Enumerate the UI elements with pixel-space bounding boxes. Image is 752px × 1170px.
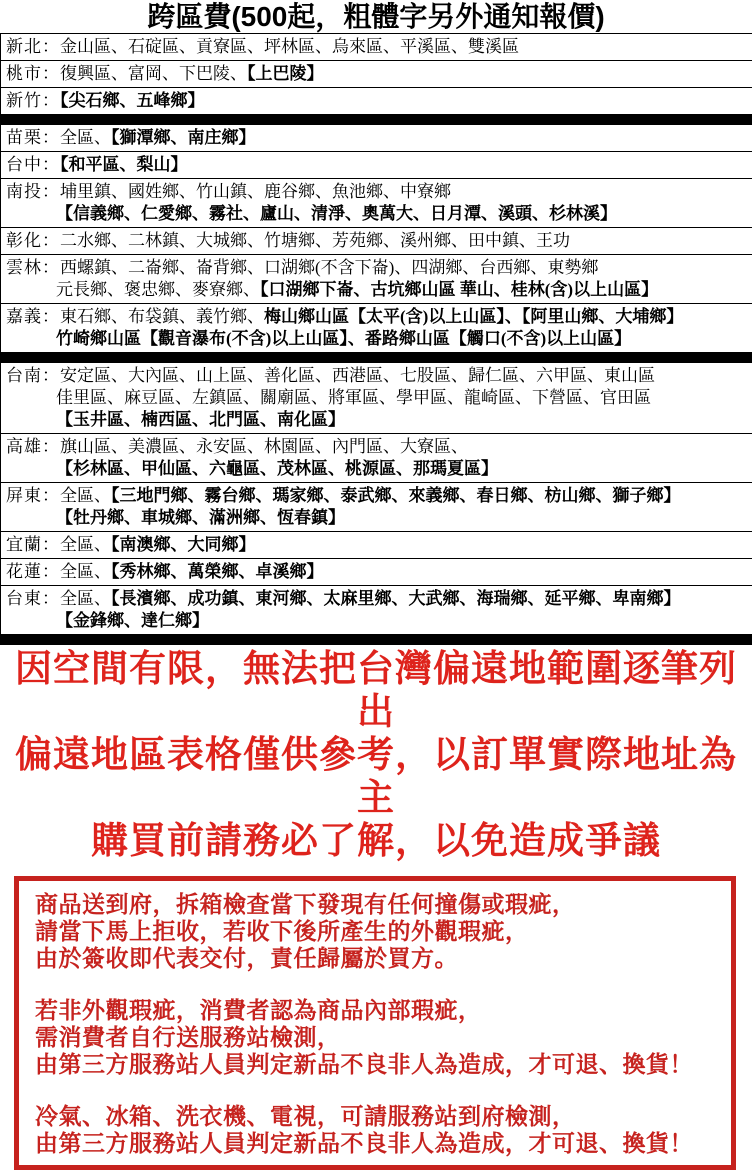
- area-list-bold: 【南澳鄉、大同鄉】: [111, 535, 256, 554]
- region-label: 新北：: [6, 37, 60, 56]
- row-first-line: [1, 306, 752, 328]
- policy-line: 需消費者自行送服務站檢測，: [35, 1024, 341, 1050]
- row-continuation-line: [1, 458, 752, 480]
- table-row: [1, 228, 752, 255]
- area-list: 全區、: [60, 589, 111, 608]
- policy-line: 商品送到府，拆箱檢查當下發現有任何撞傷或瑕疵，: [35, 891, 576, 917]
- area-list: 全區、: [60, 486, 111, 505]
- row-continuation-line: [1, 328, 752, 350]
- region-label: 苗栗：: [6, 128, 60, 147]
- row-first-line: [1, 561, 752, 583]
- area-list-bold: 【秀林鄉、萬榮鄉、卓溪鄉】: [111, 562, 324, 581]
- row-first-line: [1, 181, 752, 203]
- row-continuation-line: [1, 610, 752, 632]
- region-label: 新竹：: [6, 91, 60, 110]
- area-list: 西螺鎮、二崙鄉、崙背鄉、口湖鄉(不含下崙)、四湖鄉、台西鄉、東勢鄉: [60, 258, 599, 277]
- disclaimer-line: 購買前請務必了解，以免造成爭議: [91, 820, 661, 861]
- row-first-line: [1, 36, 752, 58]
- area-list-bold: 【和平區、梨山】: [60, 155, 188, 174]
- policy-line: 冷氣、冰箱、洗衣機、電視，可請服務站到府檢測，: [35, 1103, 576, 1129]
- table-row: [1, 304, 752, 353]
- disclaimer-line: 因空間有限，無法把台灣偏遠地範圍逐筆列出: [15, 648, 737, 732]
- table-row: [1, 34, 752, 61]
- area-list: 全區、: [60, 535, 111, 554]
- table-row: [1, 88, 752, 115]
- policy-line: 由第三方服務站人員判定新品不良非人為造成，才可退、換貨！: [35, 1130, 693, 1156]
- area-list-bold: 竹崎鄉山區【觀音瀑布(不含)以上山區】、番路鄉山區【觸口(不含)以上山區】: [56, 329, 632, 348]
- area-list-bold: 【口湖鄉下崙、古坑鄉山區 華山、桂林(含)以上山區】: [260, 280, 659, 299]
- table-row: [1, 61, 752, 88]
- policy-line: 由第三方服務站人員判定新品不良非人為造成，才可退、換貨！: [35, 1051, 693, 1077]
- area-list: 元長鄉、褒忠鄉、麥寮鄉、: [56, 280, 260, 299]
- area-list: 二水鄉、二林鎮、大城鄉、竹塘鄉、芳苑鄉、溪州鄉、田中鎮、王功: [60, 231, 570, 250]
- region-label: 台東：: [6, 589, 60, 608]
- region-label: 台中：: [6, 155, 60, 174]
- row-first-line: [1, 534, 752, 556]
- area-list-bold: 【杉林區、甲仙區、六龜區、茂林區、桃源區、那瑪夏區】: [56, 459, 498, 478]
- row-first-line: [1, 230, 752, 252]
- area-list: 復興區、富岡、下巴陵、: [60, 64, 247, 83]
- section-divider-bar: [1, 635, 752, 645]
- row-continuation-line: [1, 409, 752, 431]
- policy-line: 由於簽收即代表交付，責任歸屬於買方。: [35, 945, 458, 971]
- region-label: 桃市：: [6, 64, 60, 83]
- table-row: [1, 483, 752, 532]
- area-list-bold: 【尖石鄉、五峰鄉】: [60, 91, 205, 110]
- region-label: 屏東：: [6, 486, 60, 505]
- area-list-bold: 【三地門鄉、霧台鄉、瑪家鄉、泰武鄉、來義鄉、春日鄉、枋山鄉、獅子鄉】: [111, 486, 681, 505]
- table-row: [1, 434, 752, 483]
- table-row: [1, 179, 752, 228]
- row-continuation-line: [1, 387, 752, 409]
- row-continuation-line: [1, 203, 752, 225]
- return-policy-warning-box: [14, 876, 736, 1170]
- row-first-line: [1, 154, 752, 176]
- region-label: 南投：: [6, 182, 60, 201]
- area-list: 旗山區、美濃區、永安區、林園區、內門區、大寮區、: [60, 437, 468, 456]
- policy-line: 若非外觀瑕疵，消費者認為商品內部瑕疵，: [35, 997, 482, 1023]
- table-row: [1, 255, 752, 304]
- policy-paragraph: [35, 997, 723, 1078]
- row-first-line: [1, 436, 752, 458]
- area-list: 全區、: [60, 128, 111, 147]
- area-list: 安定區、大內區、山上區、善化區、西港區、七股區、歸仁區、六甲區、東山區: [60, 366, 655, 385]
- row-first-line: [1, 588, 752, 610]
- disclaimer-line: 偏遠地區表格僅供參考，以訂單實際地址為主: [15, 734, 737, 818]
- region-label: 彰化：: [6, 231, 60, 250]
- row-first-line: [1, 63, 752, 85]
- row-continuation-line: [1, 279, 752, 301]
- region-label: 高雄：: [6, 437, 60, 456]
- area-list-bold: 【獅潭鄉、南庄鄉】: [111, 128, 256, 147]
- section-divider-bar: [1, 353, 752, 363]
- table-row: [1, 152, 752, 179]
- region-label: 台南：: [6, 366, 60, 385]
- table-row: [1, 125, 752, 152]
- table-row: [1, 363, 752, 434]
- area-list-bold: 【長濱鄉、成功鎮、東河鄉、太麻里鄉、大武鄉、海瑞鄉、延平鄉、卑南鄉】: [111, 589, 681, 608]
- region-label: 花蓮：: [6, 562, 60, 581]
- area-list: 東石鄉、布袋鎮、義竹鄉、: [60, 307, 264, 326]
- row-first-line: [1, 90, 752, 112]
- policy-paragraph: [35, 1103, 723, 1157]
- table-row: [1, 586, 752, 635]
- row-continuation-line: [1, 507, 752, 529]
- area-list: 佳里區、麻豆區、左鎮區、關廟區、將軍區、學甲區、龍崎區、下營區、官田區: [56, 388, 651, 407]
- row-first-line: [1, 365, 752, 387]
- region-label: 嘉義：: [6, 307, 60, 326]
- table-row: [1, 559, 752, 586]
- area-list: 埔里鎮、國姓鄉、竹山鎮、鹿谷鄉、魚池鄉、中寮鄉: [60, 182, 451, 201]
- region-label: 宜蘭：: [6, 535, 60, 554]
- section-divider-bar: [1, 115, 752, 125]
- policy-line: 請當下馬上拒收，若收下後所產生的外觀瑕疵，: [35, 918, 529, 944]
- area-list: 金山區、石碇區、貢寮區、坪林區、烏來區、平溪區、雙溪區: [60, 37, 519, 56]
- row-first-line: [1, 257, 752, 279]
- table-row: [1, 532, 752, 559]
- area-list-bold: 梅山鄉山區【太平(含)以上山區】、【阿里山鄉、大埔鄉】: [264, 307, 684, 326]
- area-list-bold: 【上巴陵】: [247, 64, 324, 83]
- area-list: 全區、: [60, 562, 111, 581]
- area-list-bold: 【金鋒鄉、達仁鄉】: [56, 611, 209, 630]
- region-label: 雲林：: [6, 258, 60, 277]
- area-list-bold: 【牡丹鄉、車城鄉、滿洲鄉、恆春鎮】: [56, 508, 345, 527]
- policy-paragraph: [35, 891, 723, 972]
- row-first-line: [1, 127, 752, 149]
- area-list-bold: 【信義鄉、仁愛鄉、霧社、廬山、清淨、奧萬大、日月潭、溪頭、杉林溪】: [56, 204, 617, 223]
- disclaimer-notice: [0, 647, 752, 862]
- page-title: 跨區費(500起，粗體字另外通知報價): [147, 1, 605, 32]
- row-first-line: [1, 485, 752, 507]
- area-list-bold: 【玉井區、楠西區、北門區、南化區】: [56, 410, 345, 429]
- remote-area-table: [0, 33, 752, 645]
